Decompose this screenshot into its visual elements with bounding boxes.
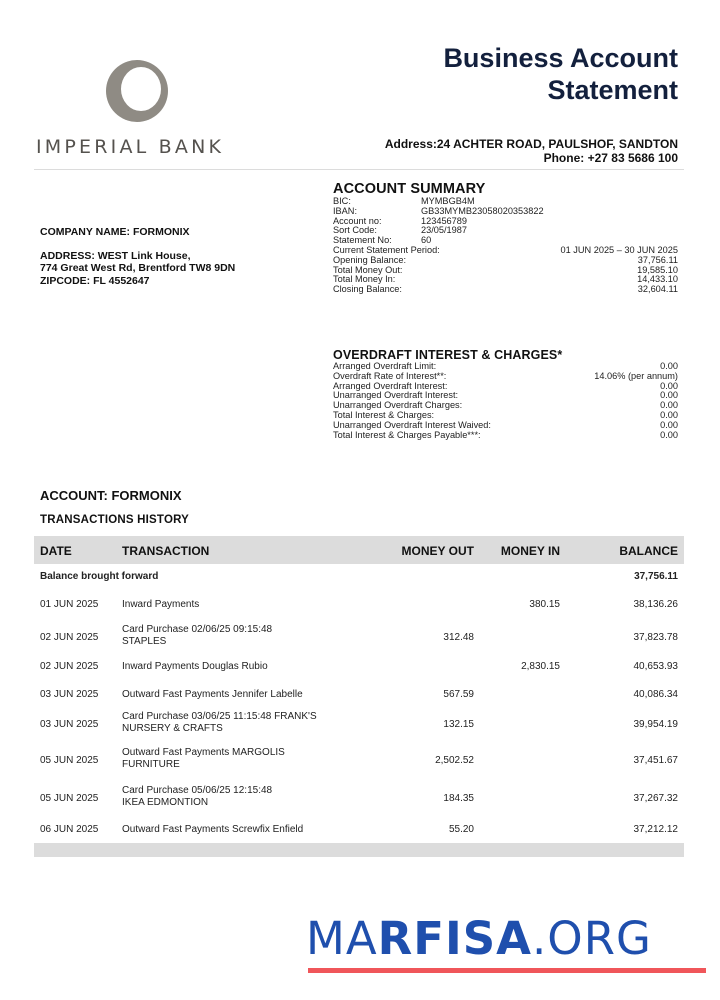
- row-description: Outward Fast Payments Screwfix Enfield: [122, 824, 304, 835]
- summary-value: 01 JUN 2025 – 30 JUN 2025: [560, 244, 678, 255]
- column-money-out: MONEY OUT: [401, 544, 474, 558]
- row-money-in: 2,830.15: [521, 661, 560, 672]
- brought-forward-balance: 37,756.11: [634, 571, 678, 582]
- row-money-out: 55.20: [448, 824, 474, 835]
- company-name: COMPANY NAME: FORMONIX: [40, 226, 190, 238]
- overdraft-label: Arranged Overdraft Interest:: [333, 380, 448, 391]
- row-money-out: 567.59: [443, 689, 474, 700]
- bank-logo-icon: [106, 60, 168, 122]
- summary-label: Total Money Out:: [333, 264, 403, 275]
- row-date: 02 JUN 2025: [40, 661, 99, 672]
- overdraft-value: 0.00: [660, 390, 678, 401]
- row-date: 03 JUN 2025: [40, 689, 99, 700]
- summary-label: Statement No:: [333, 235, 392, 246]
- overdraft-label: Unarranged Overdraft Interest:: [333, 390, 459, 401]
- row-balance: 39,954.19: [633, 719, 678, 730]
- bank-contact: [385, 137, 678, 165]
- row-description: Card Purchase 03/06/25 11:15:48 FRANK'S NURSERY & CRAFTS: [122, 711, 317, 734]
- row-description: Outward Fast Payments Jennifer Labelle: [122, 689, 303, 700]
- header-divider: [34, 169, 684, 170]
- company-address-line-2: 774 Great West Rd, Brentford TW8 9DN: [40, 262, 236, 274]
- summary-row-iban: [333, 207, 678, 217]
- overdraft-label: Overdraft Rate of Interest**:: [333, 370, 447, 381]
- summary-value: 19,585.10: [637, 264, 678, 275]
- summary-label: Sort Code:: [333, 225, 377, 236]
- summary-value: 60: [421, 235, 432, 246]
- overdraft-label: Unarranged Overdraft Charges:: [333, 400, 463, 411]
- brought-forward-label: Balance brought forward: [40, 571, 159, 582]
- row-money-out: 312.48: [443, 632, 474, 643]
- company-zipcode: ZIPCODE: FL 4552647: [40, 274, 150, 287]
- company-address-line-1: ADDRESS: WEST Link House,: [40, 249, 191, 262]
- row-description: Card Purchase 02/06/25 09:15:48 STAPLES: [122, 624, 273, 647]
- summary-value: 37,756.11: [637, 254, 678, 265]
- account-summary: [333, 181, 678, 295]
- bank-address: Address:24 ACHTER ROAD, PAULSHOF, SANDTON: [384, 137, 678, 151]
- overdraft-section: [333, 348, 678, 440]
- overdraft-value: 0.00: [660, 409, 678, 420]
- summary-row-account-no: [333, 217, 678, 227]
- row-balance: 37,823.78: [633, 632, 678, 643]
- overdraft-label: Unarranged Overdraft Interest Waived:: [333, 419, 491, 430]
- overdraft-label: Total Interest & Charges:: [333, 409, 435, 420]
- column-date: DATE: [40, 544, 72, 558]
- row-date: 06 JUN 2025: [40, 824, 99, 835]
- row-balance: 38,136.26: [633, 599, 678, 610]
- summary-label: Opening Balance:: [333, 254, 407, 265]
- title-line-1: Business Account: [443, 43, 678, 73]
- row-balance: 37,267.32: [633, 793, 678, 804]
- summary-label: BIC:: [333, 196, 351, 206]
- row-description: Inward Payments: [122, 599, 200, 610]
- statement-title: [443, 42, 678, 106]
- column-balance: BALANCE: [619, 544, 678, 558]
- summary-value: 23/05/1987: [421, 225, 467, 236]
- account-title: ACCOUNT: FORMONIX: [40, 488, 182, 503]
- overdraft-value: 0.00: [660, 429, 678, 440]
- summary-label: Closing Balance:: [333, 284, 402, 295]
- row-money-out: 132.15: [443, 719, 474, 730]
- watermark-logo: MARFISA.ORG: [306, 912, 652, 965]
- column-transaction: TRANSACTION: [122, 544, 210, 558]
- column-money-in: MONEY IN: [500, 544, 560, 558]
- bank-name: IMPERIAL BANK: [36, 136, 225, 158]
- row-date: 01 JUN 2025: [40, 599, 99, 610]
- table-header: [34, 536, 684, 564]
- summary-value: GB33MYMB23058020353822: [421, 205, 544, 216]
- row-date: 02 JUN 2025: [40, 632, 99, 643]
- row-date: 05 JUN 2025: [40, 793, 99, 804]
- overdraft-value: 14.06% (per annum): [594, 370, 678, 381]
- overdraft-title: OVERDRAFT INTEREST & CHARGES*: [333, 348, 563, 362]
- row-description: Inward Payments Douglas Rubio: [122, 661, 268, 672]
- bank-phone: Phone: +27 83 5686 100: [543, 151, 678, 165]
- summary-value: MYMBGB4M: [421, 196, 475, 206]
- row-description: Card Purchase 05/06/25 12:15:48 IKEA EDMONTION: [122, 785, 273, 808]
- overdraft-value: 0.00: [660, 419, 678, 430]
- company-info: [40, 226, 235, 287]
- row-date: 05 JUN 2025: [40, 755, 99, 766]
- transactions-history-title: TRANSACTIONS HISTORY: [40, 514, 190, 526]
- row-money-out: 184.35: [443, 793, 474, 804]
- watermark-underline: [308, 968, 706, 973]
- summary-value: 14,433.10: [637, 274, 678, 285]
- summary-label: Current Statement Period:: [333, 244, 440, 255]
- row-balance: 40,653.93: [633, 661, 678, 672]
- summary-label: Account no:: [333, 215, 382, 226]
- row-description: Outward Fast Payments MARGOLIS FURNITURE: [122, 747, 285, 770]
- summary-row-closing-balance: [333, 285, 678, 295]
- row-balance: 37,212.12: [633, 824, 678, 835]
- overdraft-value: 0.00: [660, 380, 678, 391]
- row-money-in: 380.15: [529, 599, 560, 610]
- overdraft-value: 0.00: [660, 400, 678, 411]
- overdraft-label: Arranged Overdraft Limit:: [333, 361, 437, 371]
- summary-label: Total Money In:: [333, 274, 396, 285]
- account-summary-title: ACCOUNT SUMMARY: [333, 181, 486, 197]
- summary-value: 123456789: [421, 215, 467, 226]
- overdraft-row: [333, 431, 678, 441]
- row-balance: 40,086.34: [633, 689, 678, 700]
- row-balance: 37,451.67: [633, 755, 678, 766]
- summary-value: 32,604.11: [637, 284, 678, 295]
- table-footer-bar: [34, 843, 684, 857]
- overdraft-label: Total Interest & Charges Payable***:: [333, 429, 481, 440]
- summary-label: IBAN:: [333, 205, 357, 216]
- row-date: 03 JUN 2025: [40, 719, 99, 730]
- row-money-out: 2,502.52: [435, 755, 474, 766]
- overdraft-value: 0.00: [660, 361, 678, 371]
- title-line-2: Statement: [547, 75, 678, 105]
